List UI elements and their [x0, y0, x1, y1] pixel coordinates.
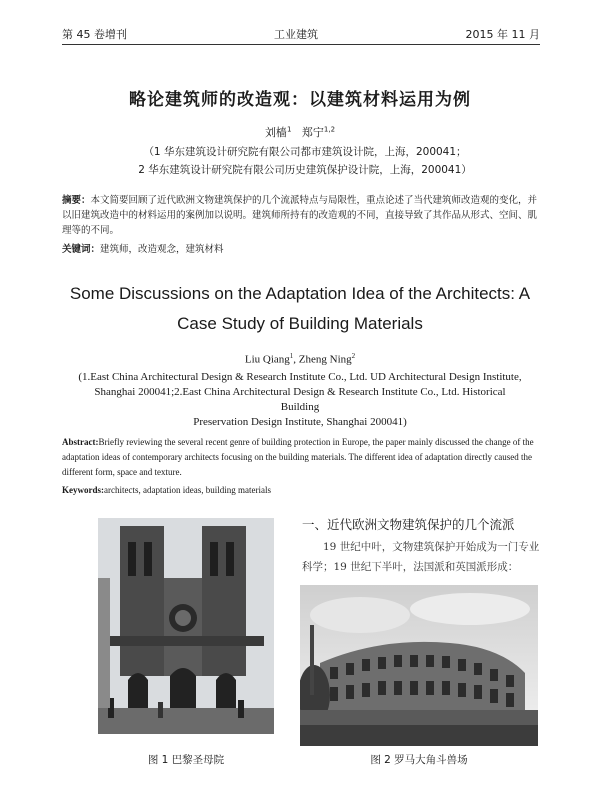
cn-keywords-text: 建筑师，改造观念，建筑材料 — [100, 244, 224, 255]
en-author-2: Zheng Ning — [298, 353, 352, 366]
en-title-line-1: Some Discussions on the Adaptation Idea of the Architects: A — [69, 284, 531, 303]
english-authors: Liu Qiang$^1$, Zheng Ning$^2$ — [244, 352, 356, 366]
cn-affiliation-1: （1 华东建筑设计研究院有限公司都市建筑设计院，上海，200041； — [143, 146, 467, 158]
colosseum-illustration — [300, 585, 538, 746]
en-author-1-sup: 1 — [289, 352, 294, 360]
cn-author-1-sup: 1 — [286, 125, 292, 134]
section-1-heading: 一、近代欧洲文物建筑保护的几个流派 — [302, 517, 515, 532]
en-affil-line-3: Preservation Design Institute, Shanghai 200041) — [193, 416, 407, 428]
english-abstract — [62, 435, 540, 480]
header-divider — [62, 44, 540, 45]
en-affil-line-1: (1.East China Architectural Design & Research Institute Co., Ltd. UD Architectural Design Institute, — [78, 371, 522, 383]
en-affil-line-2: Shanghai 200041;2.East China Architectural Design & Research Institute Co., Ltd. Historical Building — [94, 386, 506, 413]
en-abstract-label: Abstract: — [62, 437, 99, 447]
chinese-authors — [60, 124, 540, 140]
cn-author-2: 郑宁 — [301, 126, 324, 139]
journal-date: 2015 年 11 月 — [465, 28, 540, 41]
chinese-title: 略论建筑师的改造观：以建筑材料运用为例 — [129, 90, 471, 110]
running-header — [62, 26, 540, 42]
section-1-body: 19 世纪中叶，文物建筑保护开始成为一门专业科学；19 世纪下半叶，法国派和英国派形成： — [302, 541, 540, 573]
cn-keywords-label: 关键词： — [62, 244, 101, 255]
english-affiliations — [75, 370, 525, 430]
en-keywords-label: Keywords: — [62, 485, 104, 495]
chinese-keywords — [62, 241, 540, 255]
en-author-1: Liu Qiang — [244, 353, 290, 366]
figure-2-colosseum-photo — [300, 585, 538, 746]
en-author-2-sup: 2 — [351, 352, 356, 360]
figure-2-caption: 图 2 罗马大角斗兽场 — [370, 754, 468, 766]
en-title-line-2: Case Study of Building Materials — [177, 314, 423, 333]
english-keywords — [62, 485, 540, 495]
notre-dame-illustration — [98, 518, 274, 734]
en-abstract-text: Briefly reviewing the several recent genre of building protection in Europe, the paper mainly discussed the change of the adaptation ideas of contemporary architects focusing on the building materials. The different idea of adaptation directly caused the different form, space and texture. — [62, 437, 534, 477]
cn-author-1: 刘樯 — [264, 126, 287, 139]
cn-affiliation-2: 2 华东建筑设计研究院有限公司历史建筑保护设计院，上海，200041） — [138, 164, 472, 176]
figure-1-caption: 图 1 巴黎圣母院 — [147, 754, 225, 766]
journal-name: 工业建筑 — [274, 28, 318, 41]
journal-volume: 第 45 卷增刊 — [62, 28, 127, 41]
english-title — [60, 279, 540, 339]
figure-1-notre-dame-photo — [98, 518, 274, 734]
chinese-abstract — [62, 193, 540, 238]
cn-abstract-text: 本文简要回顾了近代欧洲文物建筑保护的几个流派特点与局限性，重点论述了当代建筑师改造观的变化，并以旧建筑改造中的材料运用的案例加以说明。建筑师所持有的改造观的不同，直接导致了其作品从形式、空间、肌理等的不同。 — [62, 195, 538, 236]
cn-abstract-label: 摘要： — [62, 195, 91, 206]
cn-author-2-sup: 1,2 — [323, 125, 336, 134]
en-keywords-text: architects, adaptation ideas, building materials — [104, 485, 271, 495]
